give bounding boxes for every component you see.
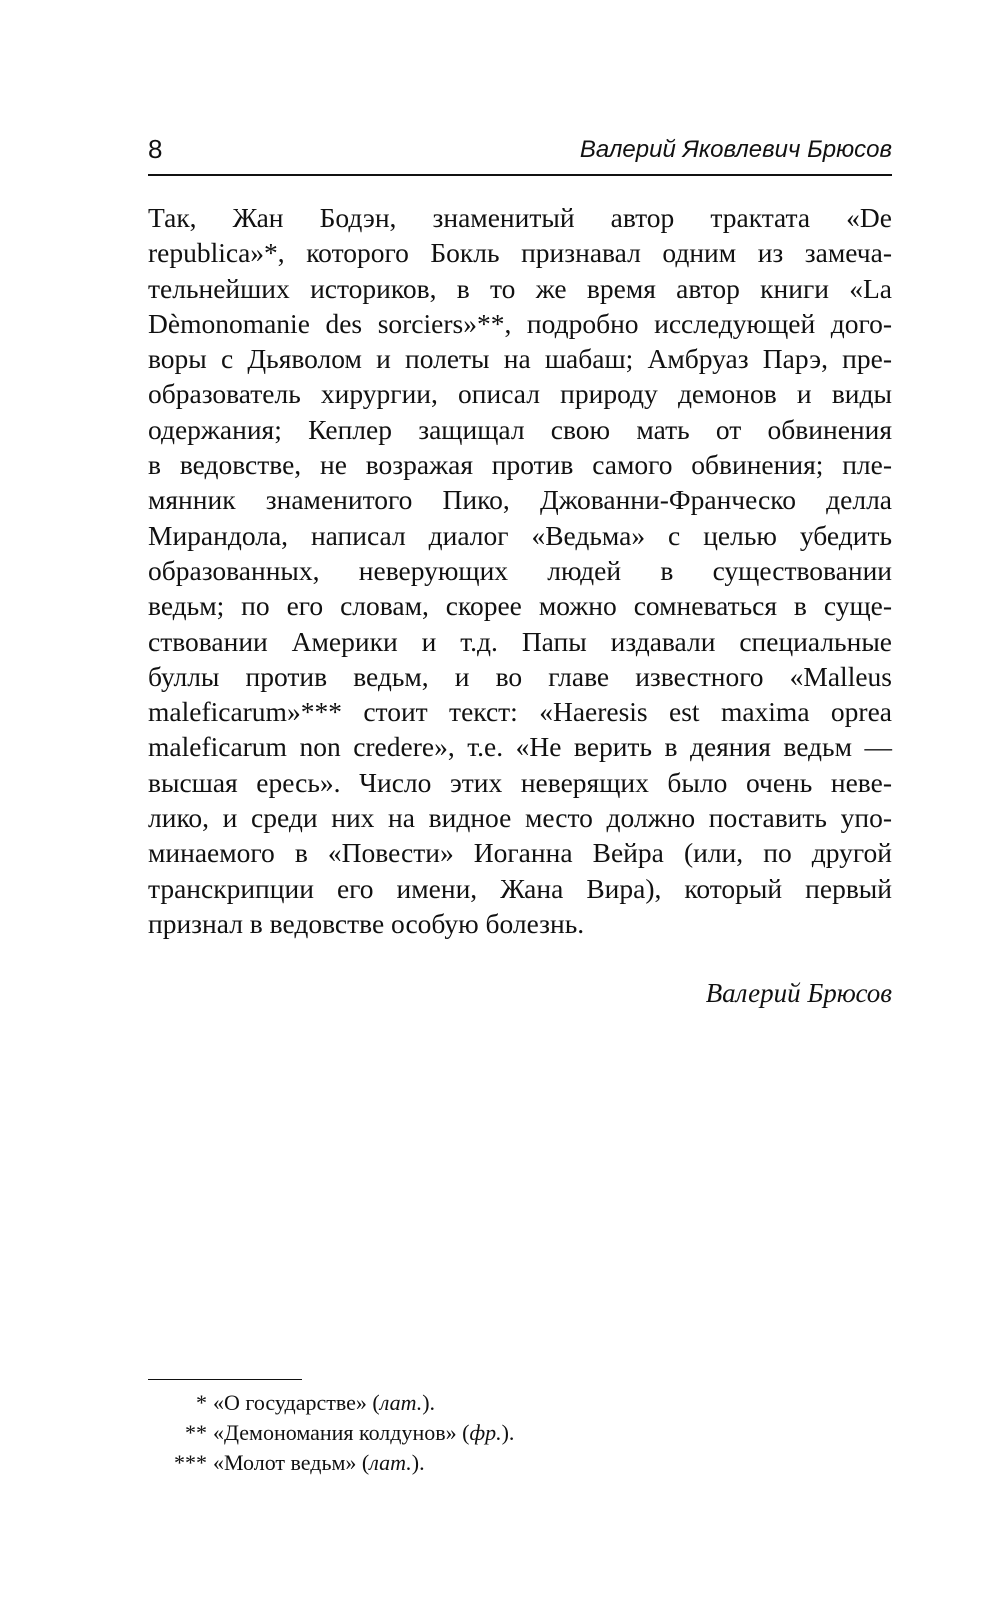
page-number: 8 [148,134,163,164]
text-line: тельнейших историков, в то же время автор книги «La [148,272,892,304]
text-line: признал в ведовстве особую болезнь. [148,907,585,939]
text-line: Мирандола, написал диалог «Ведьма» с целью убедить [148,519,892,551]
body-paragraph [148,200,892,941]
text-line: мянник знаменитого Пико, Джованни-Франческо делла [148,484,892,516]
text-line: буллы против ведьм, и во главе известного «Malleus [148,660,892,692]
text-line: образователь хирургии, описал природу демонов и виды [148,378,892,410]
running-title: Валерий Яковлевич Брюсов [579,136,892,163]
text-line: минаемого в «Повести» Иоганна Вейра (или, по другой [148,837,892,869]
footnote-lang: фр. [469,1420,502,1445]
text-line: высшая ересь». Число этих неверящих было очень неве- [148,766,892,798]
text-line: образованных, неверующих людей в существовании [148,554,892,586]
text-line: republica»*, которого Бокль признавал одним из замеча- [148,237,892,269]
text-line: одержания; Кеплер защищал свою мать от обвинения [148,413,892,445]
author-signature: Валерий Брюсов [705,978,892,1008]
text-line: Так, Жан Бодэн, знаменитый автор трактата «De [148,202,892,233]
footnote-text: «Демономания колдунов» (фр.). [213,1420,515,1445]
text-line: воры с Дьяволом и полеты на шабаш; Амбруаз Парэ, пре- [148,343,892,375]
text-line: maleficarum non credere», т.е. «Не верить в деяния ведьм — [148,731,892,763]
footnote-mark: *** [174,1450,207,1475]
text-line: ствовании Америки и т.д. Папы издавали специальные [148,625,892,657]
footnote-divider [148,1379,302,1380]
footnote-text: «Молот ведьм» (лат.). [213,1450,425,1475]
footnote-lang: лат. [369,1450,412,1475]
text-line: в ведовстве, не возражая против самого обвинения; пле- [148,449,892,481]
page-header [148,132,892,176]
footnote-mark: * [196,1390,207,1415]
footnote-lang: лат. [379,1390,423,1415]
footnote-text: «О государстве» (лат.). [213,1390,436,1415]
text-line: лико, и среди них на видное место должно поставить упо- [148,802,892,834]
text-line: Dèmonomanie des sorciers»**, подробно исследующей дого- [148,307,892,339]
footnote-mark: ** [185,1420,207,1445]
text-line: maleficarum»*** стоит текст: «Haeresis est maxima oprea [148,696,892,728]
text-line: ведьм; по его словам, скорее можно сомневаться в суще- [148,590,892,622]
text-line: транскрипции его имени, Жана Вира), который первый [148,872,892,904]
